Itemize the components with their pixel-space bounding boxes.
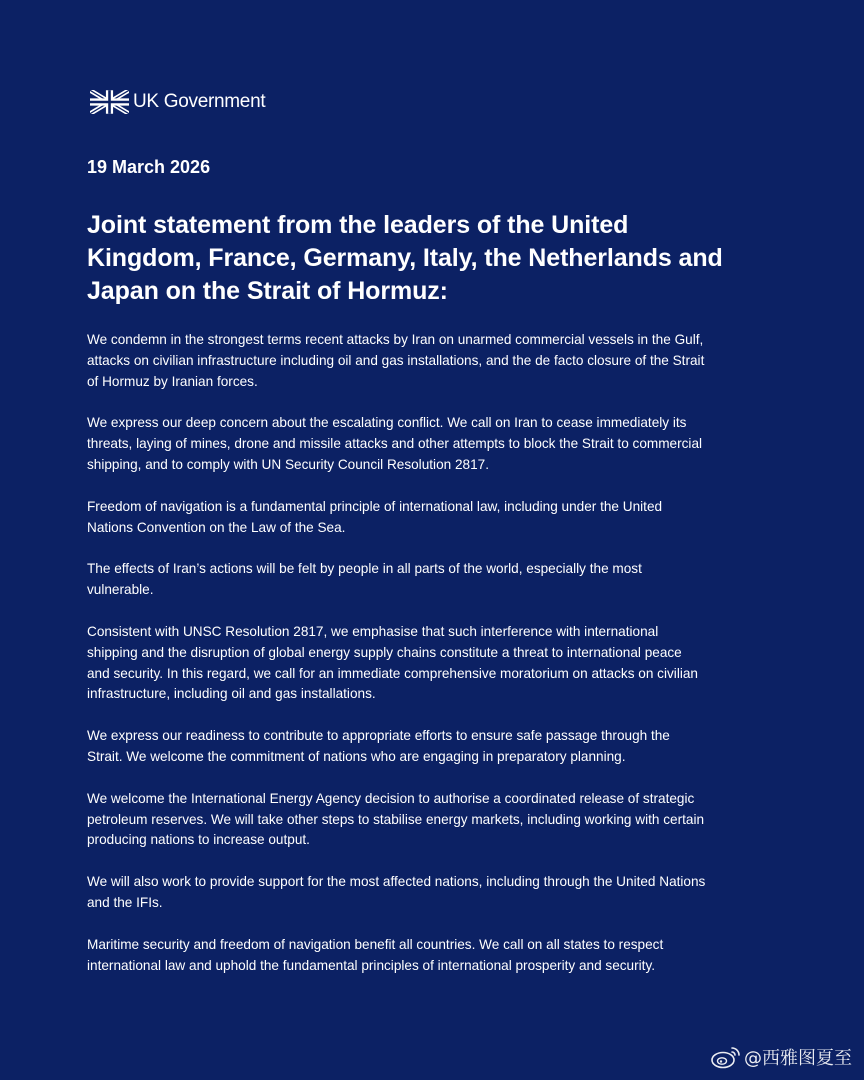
union-jack-icon	[90, 90, 129, 114]
paragraph: We welcome the International Energy Agency decision to authorise a coordinated release of strategic petroleum reserves. We will take other steps to stabilise energy markets, including working with certain producing nations to increase output.	[87, 790, 705, 848]
weibo-watermark	[710, 1044, 852, 1070]
paragraph: We express our readiness to contribute to appropriate efforts to ensure safe passage through the Strait. We welcome the commitment of nations who are engaging in preparatory planning.	[87, 728, 670, 764]
paragraph: We will also work to provide support for the most affected nations, including through the United Nations and the IFIs.	[87, 874, 706, 910]
statement-body	[87, 330, 707, 997]
brand-name: UK Government	[133, 91, 266, 112]
paragraph: Consistent with UNSC Resolution 2817, we emphasise that such interference with international shipping and the disruption of global energy supply chains constitute a threat to international peace and security. In this regard, we call for an immediate comprehensive moratorium on attacks on civilian infrastructure, including oil and gas installations.	[87, 623, 698, 702]
paragraph: Maritime security and freedom of navigation benefit all countries. We call on all states to respect international law and uphold the fundamental principles of international prosperity and security.	[87, 936, 664, 973]
paragraph: We express our deep concern about the escalating conflict. We call on Iran to cease immediately its threats, laying of mines, drone and missile attacks and other attempts to block the Strait to commercial shipping, and to comply with UN Security Council Resolution 2817.	[87, 415, 703, 472]
weibo-icon	[710, 1045, 742, 1069]
paragraph: We condemn in the strongest terms recent attacks by Iran on unarmed commercial vessels in the Gulf, attacks on civilian infrastructure including oil and gas installations, and the de facto closure of the Strait of Hormuz by Iranian forces.	[87, 332, 705, 389]
paragraph: The effects of Iran’s actions will be felt by people in all parts of the world, especially the most vulnerable.	[87, 561, 642, 598]
watermark-text: @西雅图夏至	[744, 1048, 852, 1069]
statement-title: Joint statement from the leaders of the United Kingdom, France, Germany, Italy, the Netherlands and Japan on the Strait of Hormuz:	[87, 211, 723, 305]
gov-brand	[90, 89, 265, 115]
paragraph: Freedom of navigation is a fundamental principle of international law, including under the United Nations Convention on the Law of the Sea.	[87, 498, 663, 535]
statement-date: 19 March 2026	[87, 157, 211, 177]
